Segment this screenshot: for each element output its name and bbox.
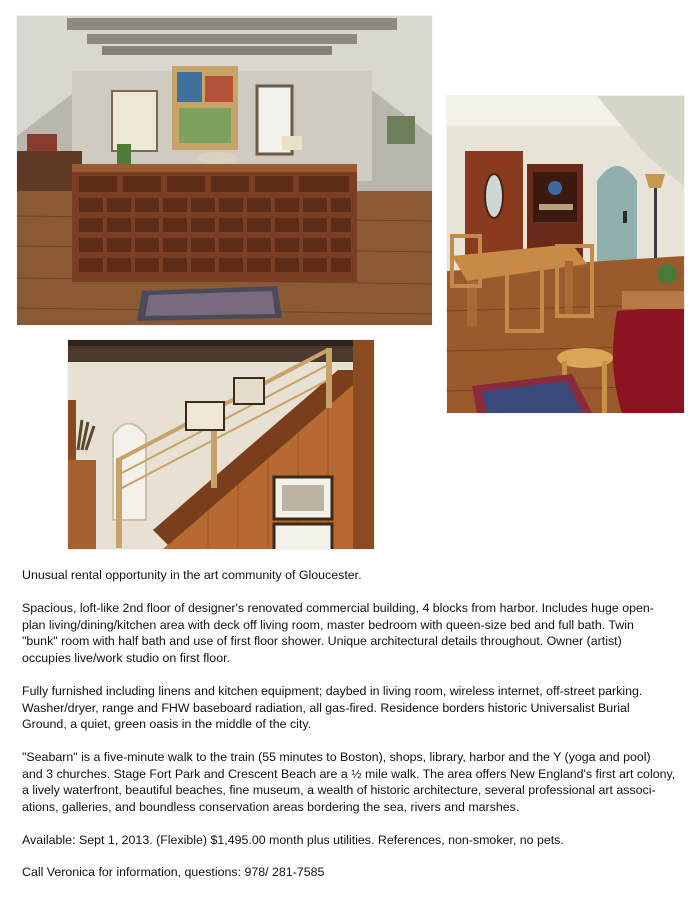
description-line: plan living/dining/kitchen area with deck off living room, master bedroom with queen-size bed and full bath. Twin (22, 617, 634, 632)
location-line: ations, galleries, and boundless conservation areas bordering the sea, rivers and marshes. (22, 799, 520, 814)
availability-text: Available: Sept 1, 2013. (Flexible) $1,495.00 month plus utilities. References, non-smoker, no pets. (22, 833, 564, 847)
description-paragraph (22, 600, 684, 666)
furnished-paragraph (22, 683, 684, 733)
location-line: and 3 churches. Stage Fort Park and Crescent Beach are a ½ mile walk. The area offers New England's first art colony, (22, 766, 676, 781)
location-paragraph (22, 749, 684, 815)
furnished-line: Ground, a quiet, green oasis in the middle of the city. (22, 717, 312, 731)
photo-staircase (68, 340, 374, 549)
location-line: a lively waterfront, beautiful beaches, fine museum, a wealth of historic architecture, several professional art associ- (22, 783, 656, 797)
photo-loft-apothecary-cabinet (17, 16, 432, 325)
furnished-line: Washer/dryer, range and FHW baseboard radiation, all gas-fired. Residence borders historic Universalist Burial (22, 700, 630, 715)
photo-dining-area (447, 96, 684, 413)
description-line: Spacious, loft-like 2nd floor of designer's renovated commercial building, 4 blocks from harbor. Includes huge open- (22, 601, 654, 615)
contact-paragraph (22, 864, 684, 881)
furnished-line: Fully furnished including linens and kitchen equipment; daybed in living room, wireless internet, off-street parking. (22, 684, 643, 698)
intro-text: Unusual rental opportunity in the art community of Gloucester. (22, 568, 362, 582)
description-line: "bunk" room with half bath and use of first floor shower. Unique architectural details throughout. Owner (artist) (22, 634, 622, 648)
contact-text: Call Veronica for information, questions: 978/ 281-7585 (22, 865, 325, 879)
availability-paragraph (22, 832, 684, 849)
listing-text (22, 567, 684, 584)
description-line: occupies live/work studio on first floor. (22, 650, 230, 665)
location-line: "Seabarn" is a five-minute walk to the train (55 minutes to Boston), shops, library, harbor and the Y (yoga and pool) (22, 750, 651, 764)
